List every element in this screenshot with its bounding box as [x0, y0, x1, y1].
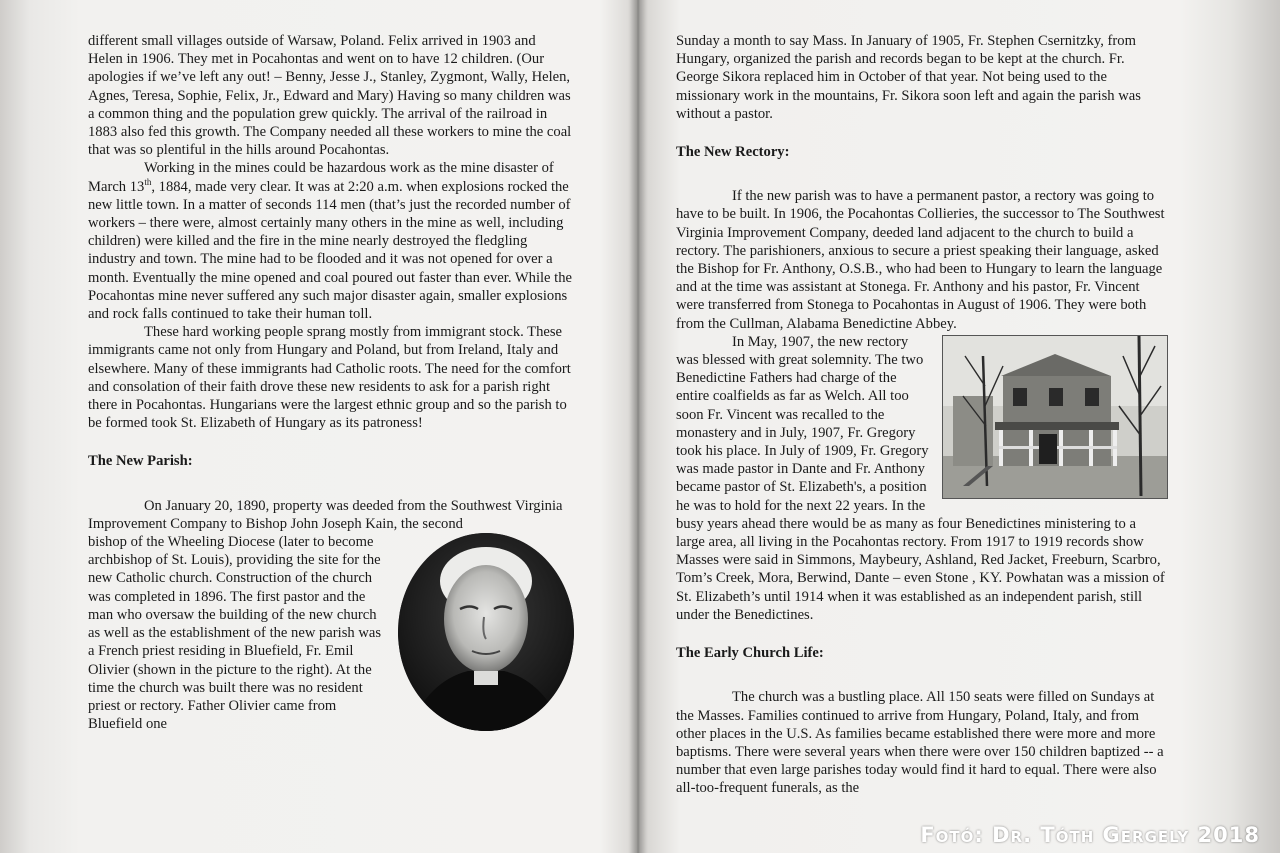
paragraph-mine-disaster: Working in the mines could be hazardous work as the mine disaster of March 13th, 1884, made very clear. It was at 2:20 a.m. when explosions rocked the new little town. In a matter of seconds 114 men (that’s just the recorded number of workers – there were, almost certainly many others in the mine as well, including children) were killed and the fire in the mine nearly destroyed the fledgling industry and town. The mine had to be flooded and it was not opened for over a month. Eventually the mine opened and coal poured out faster than ever. While the Pocahontas mine never suffered any such major disaster again, smaller explosions and rock falls continued to take their human toll. — [88, 160, 573, 323]
paragraph-immigrant-family: different small villages outside of Warsaw, Poland. Felix arrived in 1903 and Helen in 1906. They met in Pocahontas and went on to have 12 children. (Our apologies if we’ve left any out! – Benny, Jesse J., Stanley, Zygmont, Wally, Helen, Agnes, Teresa, Sophie, Felix, Jr., Edward and Mary) Having so many children was a common thing and the population grew quickly. The arrival of the railroad in 1883 also fed this growth. The Company needed all these workers to mine the coal that was so plentiful in the hills around Pocahontas. — [88, 33, 572, 159]
book-gutter — [628, 0, 648, 853]
portrait-photo — [398, 533, 574, 731]
right-page — [676, 32, 1168, 798]
left-page — [88, 32, 574, 735]
paragraph-sunday-mass: Sunday a month to say Mass. In January of 1905, Fr. Stephen Csernitzky, from Hungary, organized the parish and records began to be kept at the church. Fr. George Sikora replaced him in October of that year. Not being used to the missionary work in the mountains, Fr. Sikora soon left and again the parish was without a pastor. — [676, 33, 1141, 122]
heading-early-church-life: The Early Church Life: — [676, 645, 824, 662]
rectory-house-drawing — [943, 336, 1167, 498]
paragraph-rectory-built: If the new parish was to have a permanent pastor, a rectory was going to have to be built. In 1906, the Pocahontas Collieries, the successor to The Southwest Virginia Improvement Company, deeded land adjacent to the church to build a rectory. The parishioners, anxious to secure a priest speaking their language, asked the Bishop for Fr. Anthony, O.S.B., who had been to Hungary to learn the language and at the time was assistant at Stonega. Fr. Anthony and his pastor, Fr. Vincent were transferred from Stonega to Pocahontas in August of 1906. They were both from the Cullman, Alabama Benedictine Abbey. — [676, 188, 1165, 332]
priest-portrait-image — [398, 533, 574, 731]
paragraph-immigrant-stock: These hard working people sprang mostly from immigrant stock. These immigrants came not only from Hungary and Poland, but from Ireland, Italy and elsewhere. Many of these immigrants had Catholic roots. The need for the comfort and consolation of their faith drove these new residents to ask for a parish right there in Pocahontas. Hungarians were the largest ethnic group and so the parish to be formed took St. Elizabeth of Hungary as its patroness! — [88, 324, 571, 432]
heading-new-rectory: The New Rectory: — [676, 144, 790, 161]
paragraph-new-parish-rest: bishop of the Wheeling Diocese (later to become archbishop of St. Louis), providing the site for the new Catholic church. Construction of the church was completed in 1896. The first pastor and the man who oversaw the building of the new church as well as the establishment of the new parish was a French priest residing in Bluefield, Fr. Emil Olivier (shown in the picture to the right). At the time the church was built there was no resident priest or rectory. Father Olivier came from Bluefield one — [88, 534, 382, 733]
rectory-house-image — [942, 335, 1168, 499]
paragraph-rectory-blessed: In May, 1907, the new rectory was blessed with great solemnity. The two Benedictine Fathers had charge of the entire coalfields as far as Welch. All too soon Fr. Vincent was recalled to the monastery and in July, 1907, Fr. Gregory took his place. In July of 1909, Fr. Gregory was made pastor in Dante and Fr. Anthony became pastor of St. Elizabeth's, a position he was to hold for the next 22 years. In the busy years ahead there would be as many as four Benedictines ministering to a large area, all living in the Pocahontas rectory. From 1917 to 1919 records show Masses were said in Simmons, Maybeury, Ashland, Red Jacket, Freeburn, Scarbro, Tom’s Creek, Mora, Berwind, Dante – even Stone , KY. Powhatan was a mission of St. Elizabeth’s until 1914 when it was established as an independent parish, still under the Benedictines. — [676, 333, 1165, 623]
photo-credit-watermark: Fotó: Dr. Tóth Gergely 2018 — [920, 823, 1260, 847]
paragraph-bustling-church: The church was a bustling place. All 150 seats were filled on Sundays at the Masses. Families continued to arrive from Hungary, Poland, Italy, and from other places in the U.S. As families became established there were more and more baptisms. There were several years when there were over 150 children baptized -- a number that even large parishes today would find it hard to equal. There were also all-too-frequent funerals, as the — [676, 689, 1164, 797]
heading-new-parish: The New Parish: — [88, 453, 193, 470]
rectory-photo — [942, 335, 1168, 499]
priest-portrait-drawing — [398, 533, 574, 731]
paragraph-new-parish-intro: On January 20, 1890, property was deeded from the Southwest Virginia Improvement Company to Bishop John Joseph Kain, the second — [88, 497, 563, 532]
